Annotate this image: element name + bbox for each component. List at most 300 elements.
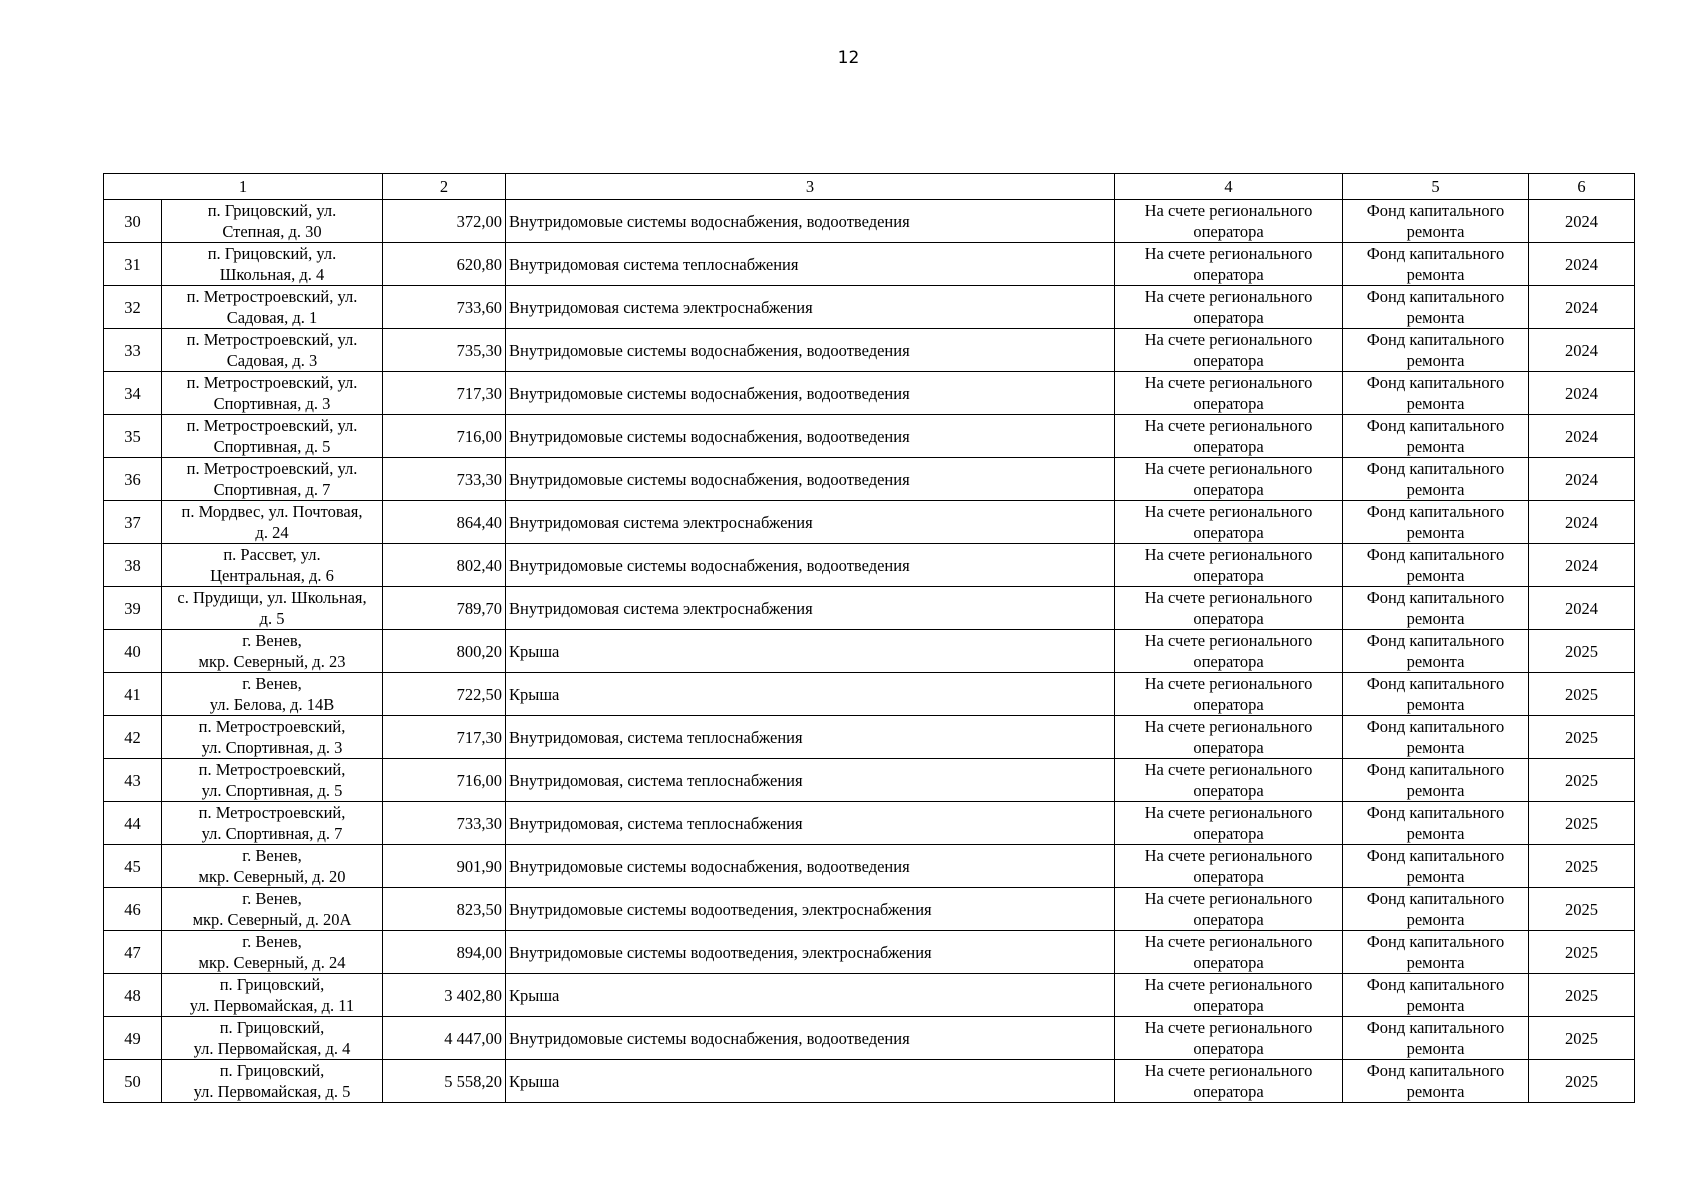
funding-source-cell <box>1343 1017 1529 1060</box>
row-number: 48 <box>104 974 162 1017</box>
address-line-2: ул. Первомайская, д. 11 <box>189 996 355 1015</box>
funding-source-cell <box>1343 329 1529 372</box>
funding-line-1: Фонд капитального <box>1366 287 1505 306</box>
work-type-cell: Крыша <box>506 673 1115 716</box>
cost-cell: 800,20 <box>383 630 506 673</box>
address-line-2: мкр. Северный, д. 20 <box>198 867 346 886</box>
address-line-1: п. Грицовский, <box>219 1061 325 1080</box>
address-line-2: д. 24 <box>255 523 289 542</box>
table-header <box>104 174 1635 200</box>
account-line-1: На счете регионального <box>1144 631 1313 650</box>
work-type-cell: Внутридомовые системы водоснабжения, водоотведения <box>506 200 1115 243</box>
funding-line-2: ремонта <box>1406 351 1465 370</box>
funding-line-2: ремонта <box>1406 867 1465 886</box>
table-row <box>104 845 1635 888</box>
address-cell <box>162 673 383 716</box>
year-cell: 2025 <box>1529 759 1635 802</box>
work-type-cell: Внутридомовые системы водоснабжения, водоотведения <box>506 1017 1115 1060</box>
address-line-1: п. Метростроевский, <box>198 717 346 736</box>
address-line-1: п. Грицовский, <box>219 1018 325 1037</box>
address-line-2: Степная, д. 30 <box>222 222 322 241</box>
account-line-2: оператора <box>1193 996 1264 1015</box>
cost-cell: 894,00 <box>383 931 506 974</box>
funding-line-2: ремонта <box>1406 265 1465 284</box>
address-line-2: ул. Спортивная, д. 5 <box>201 781 343 800</box>
account-line-2: оператора <box>1193 308 1264 327</box>
funding-line-1: Фонд капитального <box>1366 975 1505 994</box>
address-line-1: п. Метростроевский, ул. <box>186 373 358 392</box>
account-cell <box>1115 243 1343 286</box>
funding-source-cell <box>1343 372 1529 415</box>
work-type-cell: Внутридомовая, система теплоснабжения <box>506 759 1115 802</box>
address-line-2: Спортивная, д. 7 <box>213 480 331 499</box>
account-cell <box>1115 630 1343 673</box>
address-line-2: ул. Первомайская, д. 5 <box>193 1082 351 1101</box>
funding-source-cell <box>1343 845 1529 888</box>
account-line-2: оператора <box>1193 480 1264 499</box>
address-line-1: п. Грицовский, <box>219 975 325 994</box>
account-cell <box>1115 329 1343 372</box>
account-line-1: На счете регионального <box>1144 803 1313 822</box>
funding-line-2: ремонта <box>1406 222 1465 241</box>
cost-cell: 864,40 <box>383 501 506 544</box>
address-line-1: п. Метростроевский, ул. <box>186 330 358 349</box>
funding-line-2: ремонта <box>1406 566 1465 585</box>
address-cell <box>162 974 383 1017</box>
cost-cell: 716,00 <box>383 415 506 458</box>
funding-line-1: Фонд капитального <box>1366 932 1505 951</box>
account-line-2: оператора <box>1193 695 1264 714</box>
address-line-1: г. Венев, <box>242 846 302 865</box>
account-line-2: оператора <box>1193 652 1264 671</box>
work-type-cell: Внутридомовые системы водоснабжения, водоотведения <box>506 458 1115 501</box>
address-line-1: п. Метростроевский, ул. <box>186 416 358 435</box>
account-line-2: оператора <box>1193 953 1264 972</box>
year-cell: 2025 <box>1529 716 1635 759</box>
address-line-2: мкр. Северный, д. 23 <box>198 652 346 671</box>
cost-cell: 823,50 <box>383 888 506 931</box>
row-number: 40 <box>104 630 162 673</box>
funding-source-cell <box>1343 587 1529 630</box>
funding-line-1: Фонд капитального <box>1366 201 1505 220</box>
year-cell: 2024 <box>1529 415 1635 458</box>
funding-line-1: Фонд капитального <box>1366 631 1505 650</box>
year-cell: 2024 <box>1529 329 1635 372</box>
address-cell <box>162 415 383 458</box>
account-line-1: На счете регионального <box>1144 502 1313 521</box>
account-line-2: оператора <box>1193 1039 1264 1058</box>
cost-cell: 733,30 <box>383 802 506 845</box>
address-line-1: п. Рассвет, ул. <box>223 545 321 564</box>
address-line-2: Спортивная, д. 3 <box>213 394 331 413</box>
year-cell: 2025 <box>1529 845 1635 888</box>
account-cell <box>1115 200 1343 243</box>
work-type-cell: Внутридомовые системы водоотведения, электроснабжения <box>506 888 1115 931</box>
account-cell <box>1115 673 1343 716</box>
address-cell <box>162 759 383 802</box>
year-cell: 2025 <box>1529 1017 1635 1060</box>
account-line-2: оператора <box>1193 523 1264 542</box>
table-row <box>104 931 1635 974</box>
funding-source-cell <box>1343 802 1529 845</box>
column-header-1: 1 <box>104 174 383 200</box>
work-type-cell: Внутридомовые системы водоснабжения, водоотведения <box>506 845 1115 888</box>
address-cell <box>162 329 383 372</box>
cost-cell: 789,70 <box>383 587 506 630</box>
address-line-2: ул. Спортивная, д. 7 <box>201 824 343 843</box>
page-number: 12 <box>837 48 860 68</box>
row-number: 46 <box>104 888 162 931</box>
funding-line-1: Фонд капитального <box>1366 244 1505 263</box>
account-cell <box>1115 931 1343 974</box>
cost-cell: 733,30 <box>383 458 506 501</box>
account-line-2: оператора <box>1193 1082 1264 1101</box>
address-cell <box>162 243 383 286</box>
funding-source-cell <box>1343 501 1529 544</box>
year-cell: 2024 <box>1529 286 1635 329</box>
address-cell <box>162 544 383 587</box>
account-line-1: На счете регионального <box>1144 588 1313 607</box>
year-cell: 2024 <box>1529 501 1635 544</box>
account-line-1: На счете регионального <box>1144 717 1313 736</box>
funding-line-2: ремонта <box>1406 910 1465 929</box>
column-header-3: 3 <box>506 174 1115 200</box>
address-cell <box>162 1017 383 1060</box>
table-row <box>104 716 1635 759</box>
work-type-cell: Внутридомовые системы водоснабжения, водоотведения <box>506 544 1115 587</box>
funding-source-cell <box>1343 1060 1529 1103</box>
funding-line-2: ремонта <box>1406 437 1465 456</box>
funding-source-cell <box>1343 888 1529 931</box>
cost-cell: 733,60 <box>383 286 506 329</box>
cost-cell: 716,00 <box>383 759 506 802</box>
account-line-2: оператора <box>1193 738 1264 757</box>
column-header-2: 2 <box>383 174 506 200</box>
row-number: 47 <box>104 931 162 974</box>
work-type-cell: Внутридомовая, система теплоснабжения <box>506 802 1115 845</box>
year-cell: 2025 <box>1529 974 1635 1017</box>
funding-line-2: ремонта <box>1406 738 1465 757</box>
account-cell <box>1115 845 1343 888</box>
funding-line-2: ремонта <box>1406 609 1465 628</box>
funding-source-cell <box>1343 544 1529 587</box>
work-type-cell: Крыша <box>506 974 1115 1017</box>
year-cell: 2024 <box>1529 243 1635 286</box>
account-line-2: оператора <box>1193 437 1264 456</box>
funding-line-1: Фонд капитального <box>1366 1061 1505 1080</box>
row-number: 34 <box>104 372 162 415</box>
funding-source-cell <box>1343 931 1529 974</box>
row-number: 36 <box>104 458 162 501</box>
address-line-1: г. Венев, <box>242 889 302 908</box>
table-row <box>104 200 1635 243</box>
row-number: 31 <box>104 243 162 286</box>
account-cell <box>1115 1060 1343 1103</box>
account-cell <box>1115 974 1343 1017</box>
account-line-1: На счете регионального <box>1144 330 1313 349</box>
address-line-2: ул. Первомайская, д. 4 <box>193 1039 351 1058</box>
account-line-1: На счете регионального <box>1144 416 1313 435</box>
table-row <box>104 544 1635 587</box>
funding-line-1: Фонд капитального <box>1366 803 1505 822</box>
address-line-2: д. 5 <box>259 609 285 628</box>
table-row <box>104 415 1635 458</box>
funding-source-cell <box>1343 458 1529 501</box>
table-row <box>104 329 1635 372</box>
account-line-1: На счете регионального <box>1144 846 1313 865</box>
funding-line-1: Фонд капитального <box>1366 1018 1505 1037</box>
table-row <box>104 372 1635 415</box>
account-line-2: оператора <box>1193 781 1264 800</box>
address-line-2: ул. Спортивная, д. 3 <box>201 738 343 757</box>
year-cell: 2024 <box>1529 587 1635 630</box>
year-cell: 2025 <box>1529 888 1635 931</box>
funding-source-cell <box>1343 630 1529 673</box>
cost-cell: 717,30 <box>383 372 506 415</box>
year-cell: 2025 <box>1529 673 1635 716</box>
address-line-1: п. Метростроевский, <box>198 760 346 779</box>
address-line-1: г. Венев, <box>242 674 302 693</box>
funding-line-2: ремонта <box>1406 996 1465 1015</box>
work-type-cell: Внутридомовые системы водоснабжения, водоотведения <box>506 329 1115 372</box>
cost-cell: 735,30 <box>383 329 506 372</box>
cost-cell: 3 402,80 <box>383 974 506 1017</box>
row-number: 30 <box>104 200 162 243</box>
account-cell <box>1115 458 1343 501</box>
row-number: 32 <box>104 286 162 329</box>
address-cell <box>162 458 383 501</box>
table-row <box>104 630 1635 673</box>
table-row <box>104 1017 1635 1060</box>
account-cell <box>1115 759 1343 802</box>
funding-source-cell <box>1343 974 1529 1017</box>
address-line-2: Садовая, д. 3 <box>226 351 318 370</box>
funding-line-1: Фонд капитального <box>1366 373 1505 392</box>
row-number: 44 <box>104 802 162 845</box>
column-number-row <box>104 174 1635 200</box>
year-cell: 2024 <box>1529 372 1635 415</box>
funding-line-2: ремонта <box>1406 1039 1465 1058</box>
account-cell <box>1115 501 1343 544</box>
address-cell <box>162 802 383 845</box>
address-line-2: Спортивная, д. 5 <box>213 437 331 456</box>
address-cell <box>162 587 383 630</box>
account-line-1: На счете регионального <box>1144 1061 1313 1080</box>
table-row <box>104 458 1635 501</box>
work-type-cell: Внутридомовая система электроснабжения <box>506 286 1115 329</box>
row-number: 42 <box>104 716 162 759</box>
row-number: 35 <box>104 415 162 458</box>
funding-line-2: ремонта <box>1406 695 1465 714</box>
funding-line-2: ремонта <box>1406 1082 1465 1101</box>
cost-cell: 372,00 <box>383 200 506 243</box>
address-cell <box>162 372 383 415</box>
row-number: 43 <box>104 759 162 802</box>
account-line-2: оператора <box>1193 609 1264 628</box>
address-cell <box>162 286 383 329</box>
address-line-1: п. Метростроевский, ул. <box>186 459 358 478</box>
table-row <box>104 673 1635 716</box>
capital-repair-table <box>103 173 1635 1103</box>
work-type-cell: Внутридомовые системы водоотведения, электроснабжения <box>506 931 1115 974</box>
address-line-1: г. Венев, <box>242 932 302 951</box>
address-cell <box>162 630 383 673</box>
account-line-1: На счете регионального <box>1144 459 1313 478</box>
funding-source-cell <box>1343 673 1529 716</box>
account-line-2: оператора <box>1193 265 1264 284</box>
account-line-2: оператора <box>1193 222 1264 241</box>
address-line-2: мкр. Северный, д. 20А <box>192 910 352 929</box>
funding-line-1: Фонд капитального <box>1366 545 1505 564</box>
account-cell <box>1115 1017 1343 1060</box>
funding-line-2: ремонта <box>1406 523 1465 542</box>
account-cell <box>1115 286 1343 329</box>
work-type-cell: Внутридомовые системы водоснабжения, водоотведения <box>506 415 1115 458</box>
address-line-2: Центральная, д. 6 <box>210 566 334 585</box>
funding-line-1: Фонд капитального <box>1366 846 1505 865</box>
work-type-cell: Внутридомовая система электроснабжения <box>506 501 1115 544</box>
account-line-1: На счете регионального <box>1144 373 1313 392</box>
account-line-1: На счете регионального <box>1144 889 1313 908</box>
year-cell: 2025 <box>1529 630 1635 673</box>
year-cell: 2025 <box>1529 1060 1635 1103</box>
table-row <box>104 286 1635 329</box>
cost-cell: 620,80 <box>383 243 506 286</box>
address-cell <box>162 200 383 243</box>
account-line-1: На счете регионального <box>1144 201 1313 220</box>
funding-line-2: ремонта <box>1406 824 1465 843</box>
account-line-2: оператора <box>1193 351 1264 370</box>
account-cell <box>1115 544 1343 587</box>
address-line-2: Школьная, д. 4 <box>219 265 325 284</box>
cost-cell: 5 558,20 <box>383 1060 506 1103</box>
funding-line-1: Фонд капитального <box>1366 588 1505 607</box>
account-cell <box>1115 415 1343 458</box>
work-type-cell: Внутридомовая система электроснабжения <box>506 587 1115 630</box>
address-line-1: п. Грицовский, ул. <box>207 201 337 220</box>
table-row <box>104 974 1635 1017</box>
funding-line-1: Фонд капитального <box>1366 459 1505 478</box>
year-cell: 2024 <box>1529 200 1635 243</box>
account-cell <box>1115 587 1343 630</box>
row-number: 38 <box>104 544 162 587</box>
work-type-cell: Внутридомовая, система теплоснабжения <box>506 716 1115 759</box>
funding-source-cell <box>1343 759 1529 802</box>
address-line-2: мкр. Северный, д. 24 <box>198 953 346 972</box>
cost-cell: 802,40 <box>383 544 506 587</box>
funding-source-cell <box>1343 415 1529 458</box>
account-cell <box>1115 888 1343 931</box>
year-cell: 2025 <box>1529 802 1635 845</box>
year-cell: 2025 <box>1529 931 1635 974</box>
account-line-2: оператора <box>1193 824 1264 843</box>
address-line-1: п. Метростроевский, ул. <box>186 287 358 306</box>
address-line-1: п. Мордвес, ул. Почтовая, <box>181 502 363 521</box>
work-type-cell: Внутридомовая система теплоснабжения <box>506 243 1115 286</box>
address-line-1: п. Метростроевский, <box>198 803 346 822</box>
table-body <box>104 200 1635 1103</box>
year-cell: 2024 <box>1529 458 1635 501</box>
address-cell <box>162 845 383 888</box>
account-line-1: На счете регионального <box>1144 760 1313 779</box>
table-row <box>104 888 1635 931</box>
address-line-2: Садовая, д. 1 <box>226 308 318 327</box>
funding-line-1: Фонд капитального <box>1366 330 1505 349</box>
column-header-6: 6 <box>1529 174 1635 200</box>
cost-cell: 901,90 <box>383 845 506 888</box>
funding-source-cell <box>1343 243 1529 286</box>
cost-cell: 4 447,00 <box>383 1017 506 1060</box>
account-line-1: На счете регионального <box>1144 1018 1313 1037</box>
column-header-4: 4 <box>1115 174 1343 200</box>
work-type-cell: Внутридомовые системы водоснабжения, водоотведения <box>506 372 1115 415</box>
funding-line-1: Фонд капитального <box>1366 717 1505 736</box>
table-row <box>104 243 1635 286</box>
row-number: 49 <box>104 1017 162 1060</box>
row-number: 39 <box>104 587 162 630</box>
account-line-1: На счете регионального <box>1144 545 1313 564</box>
table-row <box>104 501 1635 544</box>
work-type-cell: Крыша <box>506 1060 1115 1103</box>
account-line-1: На счете регионального <box>1144 975 1313 994</box>
row-number: 37 <box>104 501 162 544</box>
funding-line-2: ремонта <box>1406 394 1465 413</box>
funding-line-1: Фонд капитального <box>1366 760 1505 779</box>
funding-line-2: ремонта <box>1406 480 1465 499</box>
address-cell <box>162 1060 383 1103</box>
address-cell <box>162 931 383 974</box>
work-type-cell: Крыша <box>506 630 1115 673</box>
funding-line-1: Фонд капитального <box>1366 674 1505 693</box>
row-number: 50 <box>104 1060 162 1103</box>
year-cell: 2024 <box>1529 544 1635 587</box>
account-line-2: оператора <box>1193 867 1264 886</box>
row-number: 33 <box>104 329 162 372</box>
address-line-1: с. Прудищи, ул. Школьная, <box>177 588 367 607</box>
account-line-2: оператора <box>1193 394 1264 413</box>
address-line-1: г. Венев, <box>242 631 302 650</box>
funding-source-cell <box>1343 716 1529 759</box>
account-line-1: На счете регионального <box>1144 674 1313 693</box>
cost-cell: 722,50 <box>383 673 506 716</box>
funding-line-2: ремонта <box>1406 308 1465 327</box>
funding-line-2: ремонта <box>1406 652 1465 671</box>
funding-source-cell <box>1343 286 1529 329</box>
table-row <box>104 1060 1635 1103</box>
account-cell <box>1115 716 1343 759</box>
funding-line-1: Фонд капитального <box>1366 416 1505 435</box>
table-row <box>104 759 1635 802</box>
address-line-1: п. Грицовский, ул. <box>207 244 337 263</box>
row-number: 41 <box>104 673 162 716</box>
account-line-2: оператора <box>1193 566 1264 585</box>
address-line-2: ул. Белова, д. 14В <box>209 695 335 714</box>
address-cell <box>162 501 383 544</box>
row-number: 45 <box>104 845 162 888</box>
funding-line-1: Фонд капитального <box>1366 889 1505 908</box>
address-cell <box>162 716 383 759</box>
table-row <box>104 802 1635 845</box>
account-line-1: На счете регионального <box>1144 932 1313 951</box>
account-line-1: На счете регионального <box>1144 287 1313 306</box>
column-header-5: 5 <box>1343 174 1529 200</box>
funding-line-2: ремонта <box>1406 781 1465 800</box>
table-row <box>104 587 1635 630</box>
funding-line-1: Фонд капитального <box>1366 502 1505 521</box>
funding-line-2: ремонта <box>1406 953 1465 972</box>
account-cell <box>1115 802 1343 845</box>
account-line-2: оператора <box>1193 910 1264 929</box>
